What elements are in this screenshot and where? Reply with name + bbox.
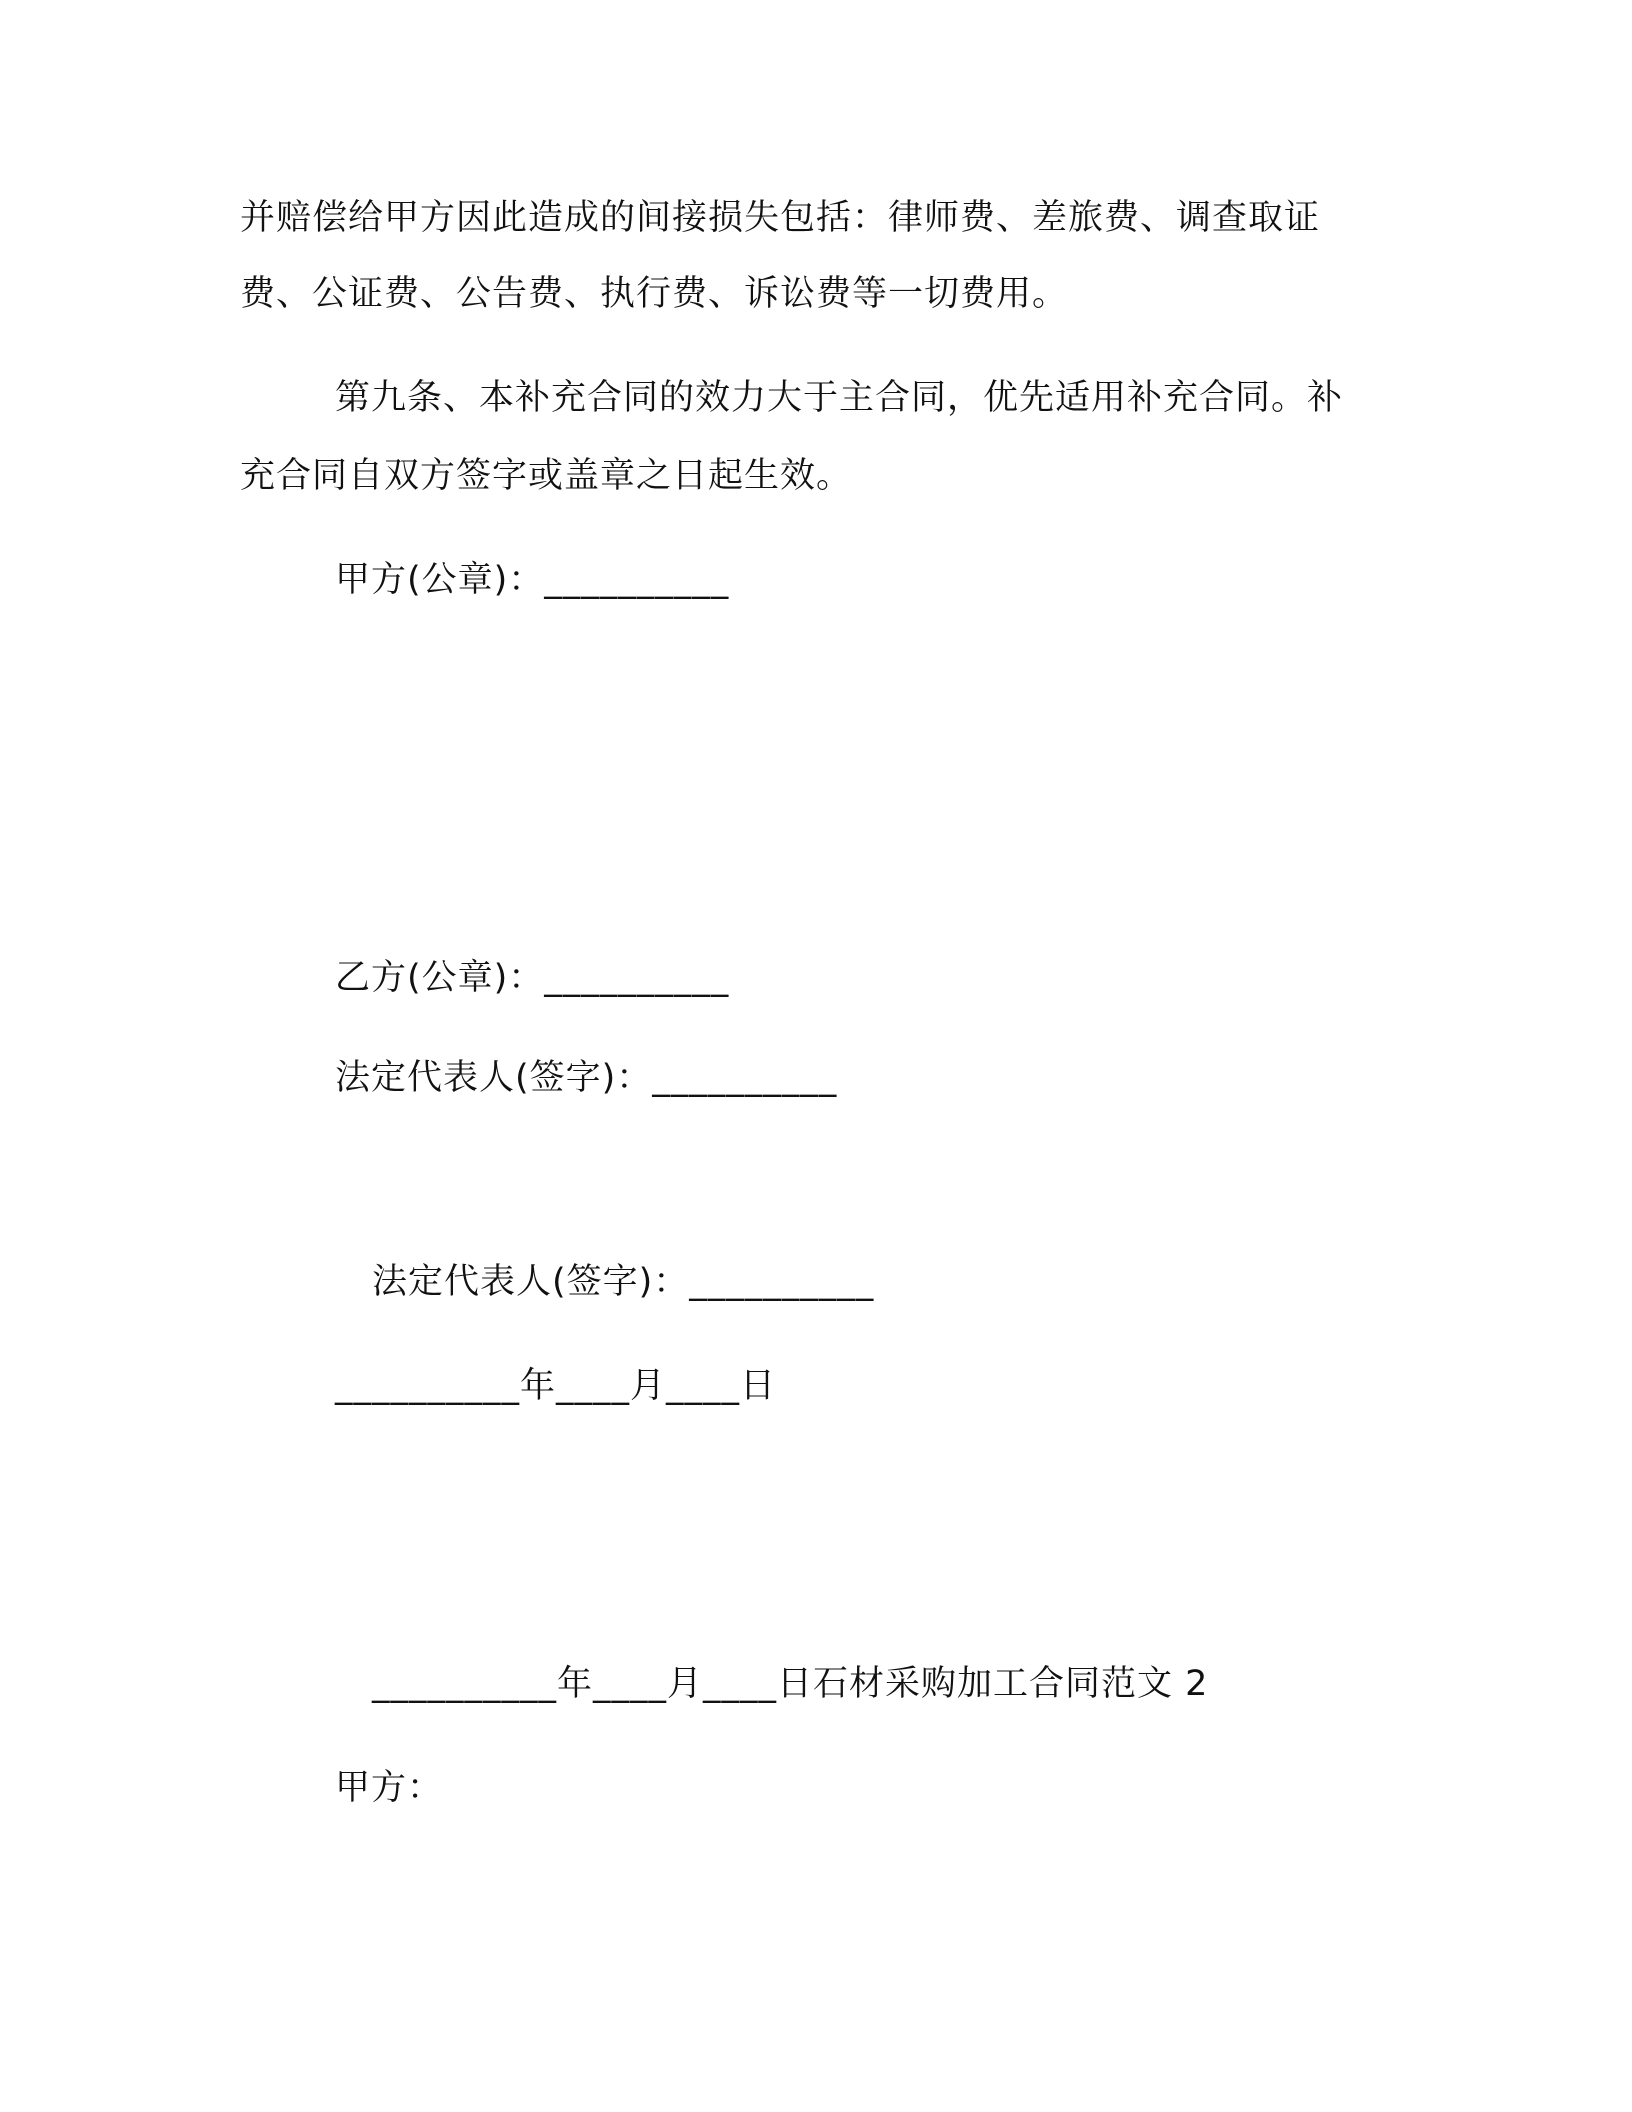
article-nine-line-2: 充合同自双方签字或盖章之日起生效。 xyxy=(240,456,853,496)
legal-representative-signature-field: 法定代表人(签字)：__________ xyxy=(335,1058,838,1098)
article-nine-line-1: 第九条、本补充合同的效力大于主合同，优先适用补充合同。补 xyxy=(335,378,1344,418)
party-a-seal-field: 甲方(公章)：__________ xyxy=(335,560,730,600)
party-b-seal-field: 乙方(公章)：__________ xyxy=(335,958,730,998)
next-contract-title: __________年____月____日石材采购加工合同范文 2 xyxy=(372,1664,1209,1704)
next-contract-party-a: 甲方： xyxy=(335,1768,444,1808)
damages-paragraph-line-2: 费、公证费、公告费、执行费、诉讼费等一切费用。 xyxy=(240,274,1069,314)
damages-paragraph-line-1: 并赔偿给甲方因此造成的间接损失包括：律师费、差旅费、调查取证 xyxy=(240,198,1321,238)
legal-representative-signature-field-2: 法定代表人(签字)：__________ xyxy=(372,1262,875,1302)
signing-date-field: __________年____月____日 xyxy=(335,1366,777,1406)
